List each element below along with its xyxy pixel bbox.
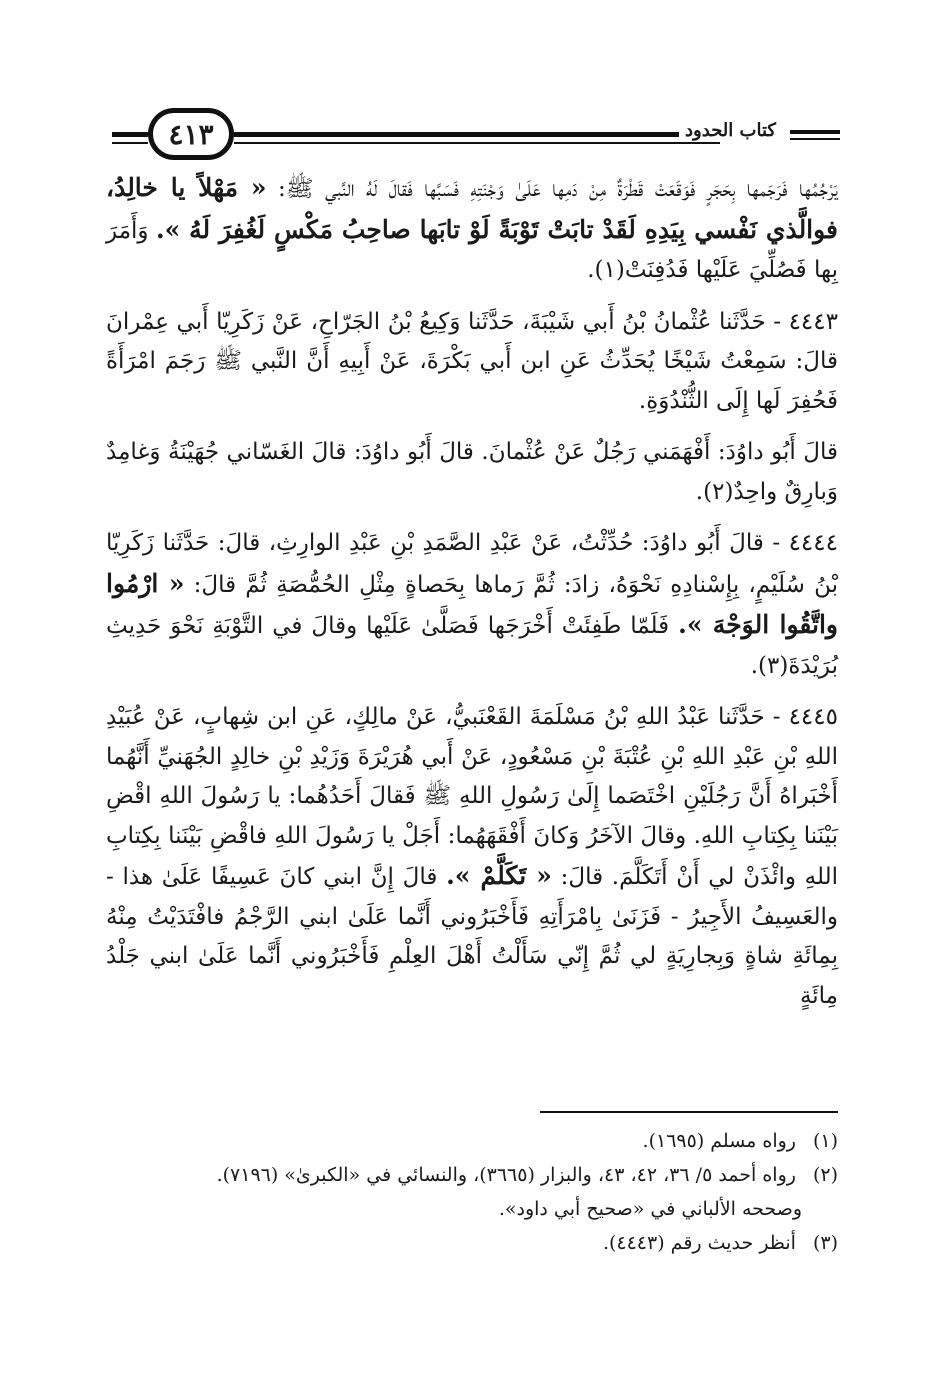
p5-quote: « تَكَلَّمْ ». [446, 861, 552, 890]
p1-quote: « مَهْلاً يا خالِدُ، فوالَّذي نَفْسي بِيَدِهِ لَقَدْ تابَتْ تَوْبَةً لَوْ تابَها صاحِبُ مَكْسٍ لَغُفِرَ لَهُ ». [106, 173, 838, 244]
page-number: ٤١٣ [168, 117, 214, 151]
p4-quote: « ارْمُوا واتَّقُوا الوَجْهَ ». [106, 568, 838, 639]
page-number-badge [148, 108, 234, 160]
footnote-text: وصححه الألباني في «صحيح أبي داود». [498, 1198, 802, 1220]
header-rule-right-thin [234, 142, 720, 144]
header-rule-left-thin [112, 142, 148, 144]
footnote-mark: (١) [812, 1130, 838, 1152]
p1-line1: يَرْجُمُها فَرَجَمها بِحَجَرٍ فَوَقَعَتْ قَطْرَةٌ مِنْ دَمِها عَلَىٰ وَجْنَتِهِ فَسَبَّها فَقالَ لَهُ النَّبي ﷺ: [277, 176, 839, 202]
p5-part-a: ٤٤٤٥ - حَدَّثَنا عَبْدُ اللهِ بْنُ مَسْلَمَةَ القَعْنَبيُّ، عَنْ مالِكٍ، عَنِ ابن شِهابٍ، عَنْ عُبَيْدِ اللهِ بْنِ عَبْدِ اللهِ بْنِ عُتْبَةَ بْنِ مَسْعُودٍ، عَنْ أَبي هُرَيْرَةَ وَزَيْدِ بْنِ خالِدٍ الجُهَنيِّ أَنَّهُما أَخْبَراهُ أَنَّ رَجُلَيْنِ اخْتَصَما إِلَىٰ رَسُولِ اللهِ ﷺ فَقالَ أَحَدُهُما: يا رَسُولَ اللهِ اقْضِ بَيْنَنا بِكِتابِ اللهِ. وقالَ الآخَرُ وَكانَ أَفْقَهَهُما: أَجَلْ يا رَسُولَ اللهِ فاقْضِ بَيْنَنا بِكِتابِ اللهِ وائْذَنْ لي أَنْ أَتَكَلَّمَ. قالَ: [106, 704, 839, 890]
footnote-3 [106, 1226, 838, 1260]
paragraph-4444 [106, 524, 838, 686]
paragraph-1 [106, 168, 838, 291]
paragraph-4445 [106, 698, 838, 1016]
footnote-1 [106, 1124, 838, 1158]
p4-part-b: فَلَمّا طَفِئَتْ أَخْرَجَها فَصَلَّىٰ عَلَيْها وقالَ في التَّوْبَةِ نَحْوَ حَدِيثِ بُرَيْدَةَ(٣). [106, 613, 838, 679]
footnotes [106, 1124, 838, 1260]
paragraph-abu-dawud-note: قالَ أَبُو داوُدَ: أَفْهَمَني رَجُلٌ عَنْ عُثْمانَ. قالَ أَبُو داوُدَ: قالَ الغَسّاني جُهَيْنَةُ وَغامِدٌ وَبارِقٌ واحِدٌ(٢). [106, 439, 838, 505]
p4-part-a: ٤٤٤٤ - قالَ أَبُو داوُدَ: حُدِّثْتُ، عَنْ عَبْدِ الصَّمَدِ بْنِ عَبْدِ الوارِثِ، قالَ: حَدَّثَنا زَكَرِيّا بْنُ سُلَيْمٍ، بِإِسْنادِهِ نَحْوَهُ، زادَ: ثُمَّ رَماها بِحَصاةٍ مِثْلِ الحُمُّصَةِ ثُمَّ قالَ: [106, 530, 838, 598]
main-text [106, 168, 838, 1016]
footnote-text: رواه أحمد ٥/ ٣٦، ٤٢، ٤٣، والبزار (٣٦٦٥)، والنسائي في «الكبرىٰ» (٧١٩٦). [216, 1164, 796, 1186]
chapter-dash-thin [790, 138, 840, 140]
footnote-mark: (٣) [812, 1232, 838, 1254]
header-rule-right [234, 132, 720, 137]
footnote-text: رواه مسلم (١٦٩٥). [642, 1130, 796, 1152]
header-rule-left [112, 132, 148, 137]
paragraph-4443: ٤٤٤٣ - حَدَّثَنا عُثْمانُ بْنُ أَبي شَيْبَةَ، حَدَّثَنا وَكِيعُ بْنُ الجَرّاحِ، عَنْ زَكَرِيّا أَبي عِمْرانَ قالَ: سَمِعْتُ شَيْخًا يُحَدِّثُ عَنِ ابن أَبي بَكْرَةَ، عَنْ أَبِيهِ أَنَّ النَّبي ﷺ رَجَمَ امْرَأَةً فَحُفِرَ لَها إِلَى الثُّنْدُوَةِ. [106, 308, 838, 414]
footnote-mark: (٢) [812, 1164, 838, 1186]
footnote-2-continued [106, 1192, 838, 1226]
footnote-text: أنظر حديث رقم (٤٤٤٣). [602, 1232, 796, 1254]
p5-part-b: قالَ إِنَّ ابني كانَ عَسِيفًا عَلَىٰ هذا - والعَسِيفُ الأَجِيرُ - فَزَنَىٰ بِامْرَأَتِهِ فَأَخْبَرُوني أَنَّما عَلَىٰ ابني الرَّجْمُ فافْتَدَيْتُ مِنْهُ بِمِائَةِ شاةٍ وَبِجارِيَةٍ لي ثُمَّ إِنّي سَأَلْتُ أَهْلَ العِلْمِ فَأَخْبَرُوني أَنَّما عَلَىٰ ابني جَلْدُ مِائَةٍ [106, 864, 838, 1009]
chapter-title: كتاب الحدود [679, 120, 782, 141]
page-header [112, 108, 840, 164]
p1-end: وَأَمَرَ بِها فَصُلِّيَ عَلَيْها فَدُفِنَتْ(١). [106, 217, 838, 283]
footnote-2 [106, 1158, 838, 1192]
footnote-separator [540, 1111, 838, 1113]
chapter-dash [790, 130, 840, 134]
